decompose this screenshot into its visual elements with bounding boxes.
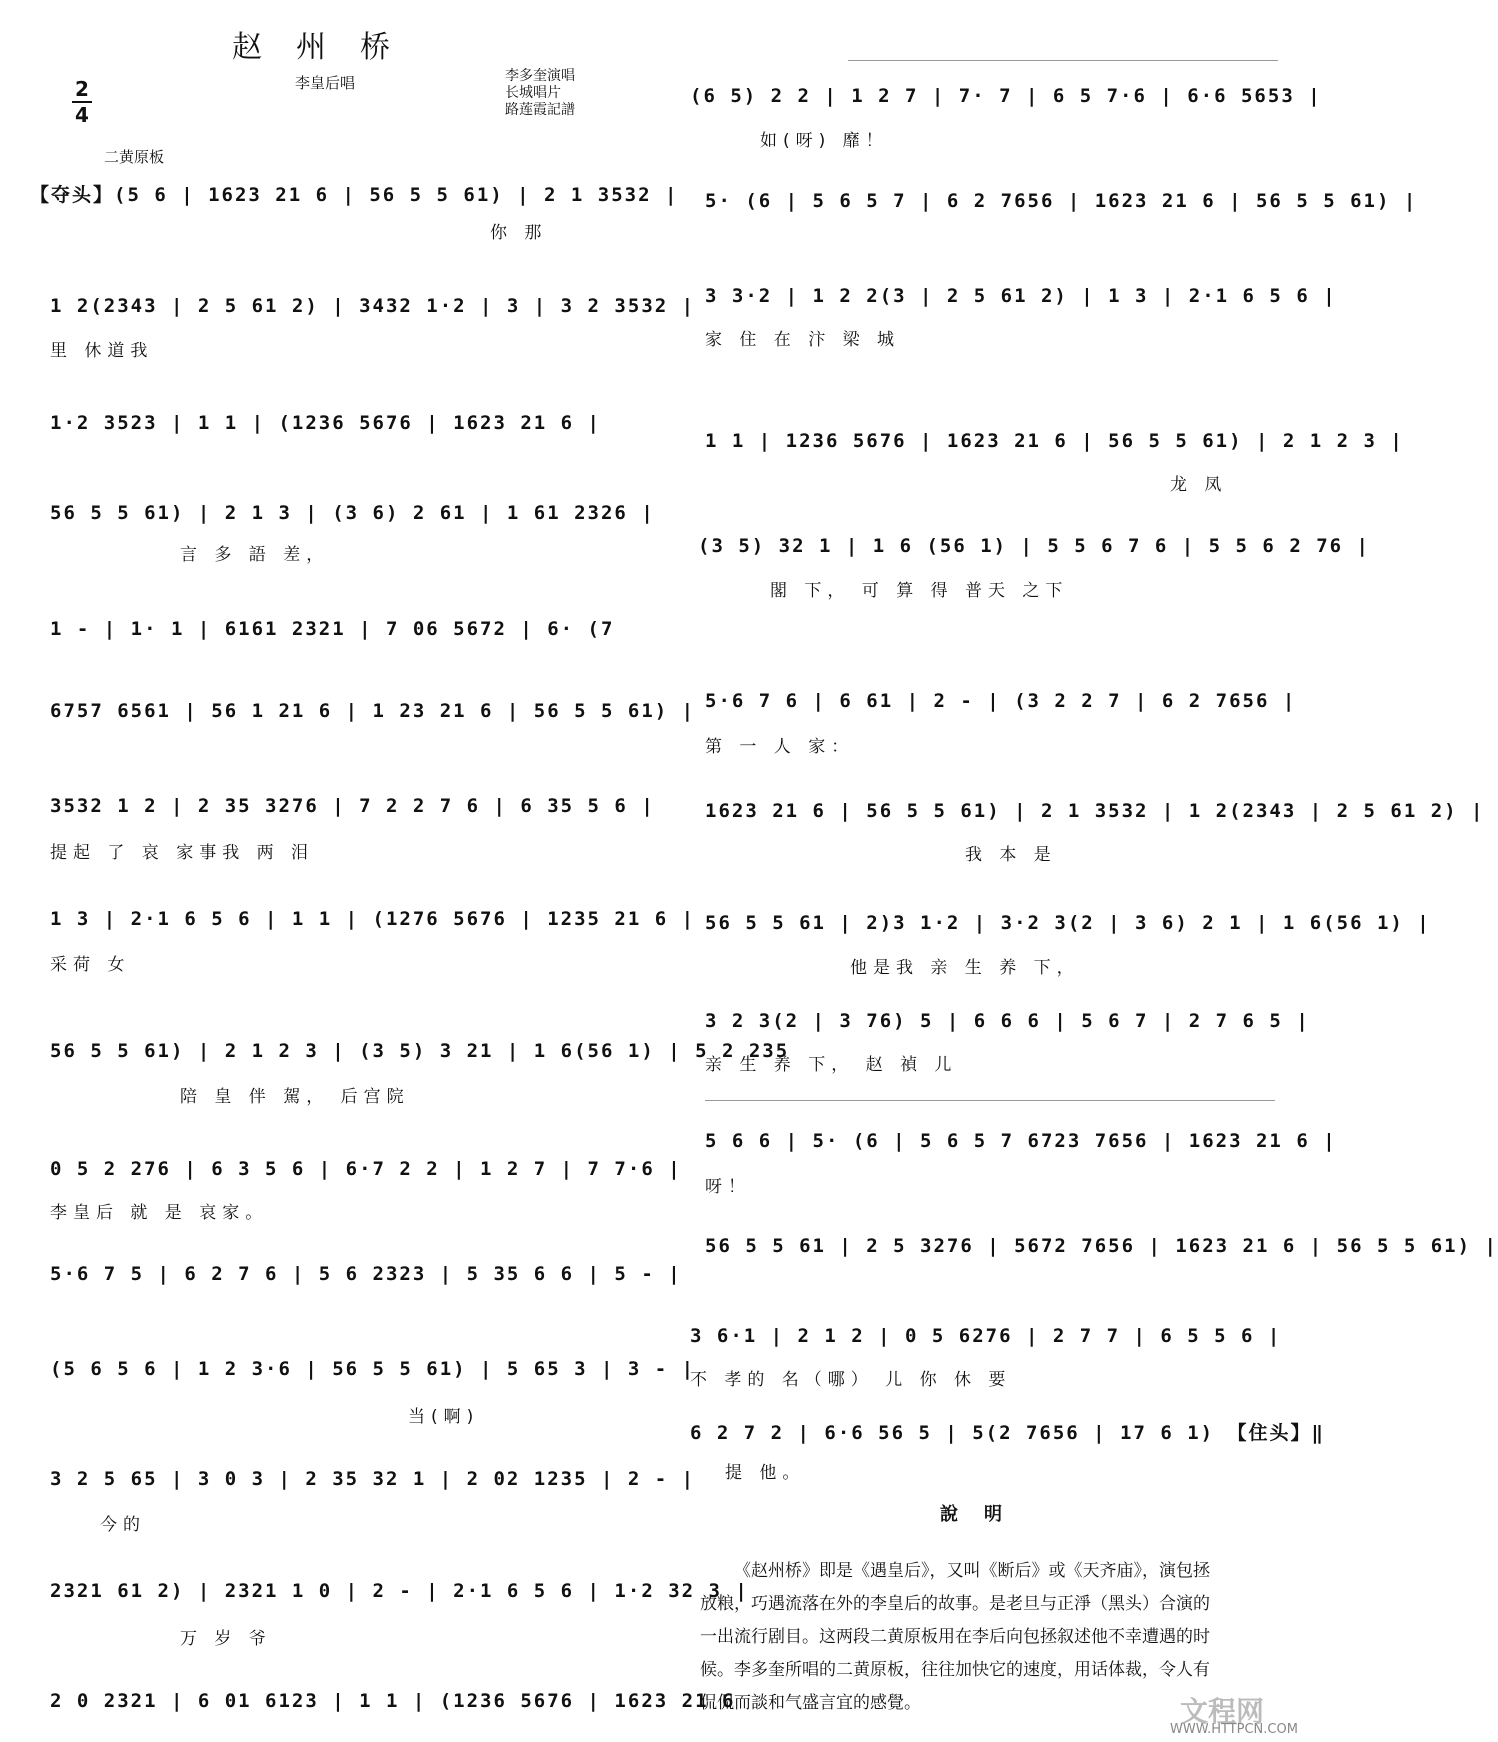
tempo-marking: 二黄原板 — [104, 148, 165, 166]
score-row: 56 5 5 61) | 2 1 2 3 | (3 5) 3 21 | 1 6(56 1) | 5 2 235 — [50, 1040, 790, 1062]
explanation-heading: 說明 — [940, 1504, 1028, 1525]
explanation-text: 《赵州桥》即是《遇皇后》，又叫《断后》或《天齐庙》，演包拯放粮，巧遇流落在外的李皇后的故事。是老旦与正淨（黑头）合演的一出流行剧目。这两段二黄原板用在李后向包拯叙述他不幸遭遇的时候。李多奎所唱的二黄原板，往往加快它的速度，用话体裁，令人有侃侃而談和气盛言宜的感覺。 — [700, 1561, 1210, 1713]
time-signature-top: 2 — [75, 77, 89, 101]
lyric-line: 龙 凤 — [1170, 475, 1228, 495]
lyric-line: 家 住 在 汴 梁 城 — [705, 330, 901, 350]
lyric-line: 李皇后 就 是 哀家。 — [50, 1203, 269, 1223]
time-signature-bottom: 4 — [75, 103, 89, 127]
time-signature — [72, 78, 92, 126]
score-row: 3 2 5 65 | 3 0 3 | 2 35 32 1 | 2 02 1235 | 2 - | — [50, 1468, 696, 1490]
watermark-url: WWW.HTTPCN.COM — [1170, 1722, 1298, 1737]
watermark-logo: 文程网 — [1180, 1695, 1265, 1728]
score-row: 5·6 7 6 | 6 61 | 2 - | (3 2 2 7 | 6 2 7656 | — [705, 690, 1297, 712]
score-row: 56 5 5 61) | 2 1 3 | (3 6) 2 61 | 1 61 2326 | — [50, 502, 655, 524]
score-row: 【夺头】(5 6 | 1623 21 6 | 56 5 5 61) | 2 1 3532 | — [30, 184, 679, 206]
lyric-line: 提起 了 哀 家事我 两 泪 — [50, 843, 315, 863]
lyric-line: 第 一 人 家： — [705, 737, 855, 757]
score-row: 5 6 6 | 5· (6 | 5 6 5 7 6723 7656 | 1623 21 6 | — [705, 1130, 1337, 1152]
score-row: 56 5 5 61 | 2 5 3276 | 5672 7656 | 1623 21 6 | 56 5 5 61) | — [705, 1235, 1498, 1257]
lyric-line: 提 他。 — [725, 1463, 806, 1483]
lyric-line: 閣 下， 可 算 得 普天 之下 — [770, 581, 1069, 601]
score-row: 6 2 7 2 | 6·6 56 5 | 5(2 7656 | 17 6 1) 【住头】‖ — [690, 1422, 1325, 1444]
lyric-line: 当(啊) — [408, 1407, 480, 1427]
score-row: 5·6 7 5 | 6 2 7 6 | 5 6 2323 | 5 35 6 6 | 5 - | — [50, 1263, 682, 1285]
score-row: (5 6 5 6 | 1 2 3·6 | 56 5 5 61) | 5 65 3 | 3 - | — [50, 1358, 696, 1380]
score-row: 1 3 | 2·1 6 5 6 | 1 1 | (1276 5676 | 1235 21 6 | — [50, 908, 696, 930]
lyric-line: 亲 生 养 下， 赵 禎 儿 — [705, 1055, 958, 1075]
lyric-line: 万 岁 爷 — [180, 1629, 272, 1649]
lyric-line: 他是我 亲 生 养 下， — [850, 958, 1080, 978]
lyric-line: 呀！ — [705, 1177, 751, 1197]
score-row: 3 3·2 | 1 2 2(3 | 2 5 61 2) | 1 3 | 2·1 6 5 6 | — [705, 285, 1337, 307]
credits — [505, 68, 575, 119]
lyric-line: 如(呀) 靡！ — [760, 131, 889, 151]
score-row: 3 6·1 | 2 1 2 | 0 5 6276 | 2 7 7 | 6 5 5 6 | — [690, 1325, 1282, 1347]
score-row: 2321 61 2) | 2321 1 0 | 2 - | 2·1 6 5 6 | 1·2 32 3 | — [50, 1580, 749, 1602]
score-row: (3 5) 32 1 | 1 6 (56 1) | 5 5 6 7 6 | 5 5 6 2 76 | — [698, 535, 1370, 557]
score-row: 0 5 2 276 | 6 3 5 6 | 6·7 2 2 | 1 2 7 | 7 7·6 | — [50, 1158, 682, 1180]
lyric-line: 陪 皇 伴 駕， 后宫院 — [180, 1087, 410, 1107]
credit-singer: 李多奎演唱 — [505, 68, 575, 84]
score-row: 1 2(2343 | 2 5 61 2) | 3432 1·2 | 3 | 3 2 3532 | — [50, 295, 696, 317]
lyric-line: 你 那 — [490, 223, 548, 243]
score-row: 2 0 2321 | 6 01 6123 | 1 1 | (1236 5676 | 1623 21 6 — [50, 1690, 736, 1712]
score-row: 1·2 3523 | 1 1 | (1236 5676 | 1623 21 6 | — [50, 412, 601, 434]
score-row: 6757 6561 | 56 1 21 6 | 1 23 21 6 | 56 5 5 61) | — [50, 700, 696, 722]
credit-label: 长城唱片 — [505, 85, 561, 101]
lyric-line: 我 本 是 — [965, 845, 1057, 865]
score-row: 56 5 5 61 | 2)3 1·2 | 3·2 3(2 | 3 6) 2 1 | 1 6(56 1) | — [705, 912, 1431, 934]
score-row: 1 - | 1· 1 | 6161 2321 | 7 06 5672 | 6· (7 — [50, 618, 615, 640]
lyric-line: 里 休道我 — [50, 341, 154, 361]
credit-transcriber: 路莲霞記譜 — [505, 102, 575, 118]
score-row: 1 1 | 1236 5676 | 1623 21 6 | 56 5 5 61) | 2 1 2 3 | — [705, 430, 1404, 452]
score-row: 3 2 3(2 | 3 76) 5 | 6 6 6 | 5 6 7 | 2 7 6 5 | — [705, 1010, 1310, 1032]
subtitle: 李皇后唱 — [295, 74, 356, 92]
score-row: 5· (6 | 5 6 5 7 | 6 2 7656 | 1623 21 6 | 56 5 5 61) | — [705, 190, 1418, 212]
lyric-line: 今的 — [100, 1515, 146, 1535]
lyric-line: 言 多 語 差， — [180, 545, 330, 565]
score-row: (6 5) 2 2 | 1 2 7 | 7· 7 | 6 5 7·6 | 6·6 5653 | — [690, 85, 1322, 107]
score-row: 3532 1 2 | 2 35 3276 | 7 2 2 7 6 | 6 35 5 6 | — [50, 795, 655, 817]
lyric-line: 不 孝的 名（哪） 儿 你 休 要 — [690, 1370, 1012, 1390]
score-row: 1623 21 6 | 56 5 5 61) | 2 1 3532 | 1 2(2343 | 2 5 61 2) | — [705, 800, 1485, 822]
lyric-line: 采荷 女 — [50, 955, 131, 975]
page-title: 赵州桥 — [232, 30, 424, 65]
